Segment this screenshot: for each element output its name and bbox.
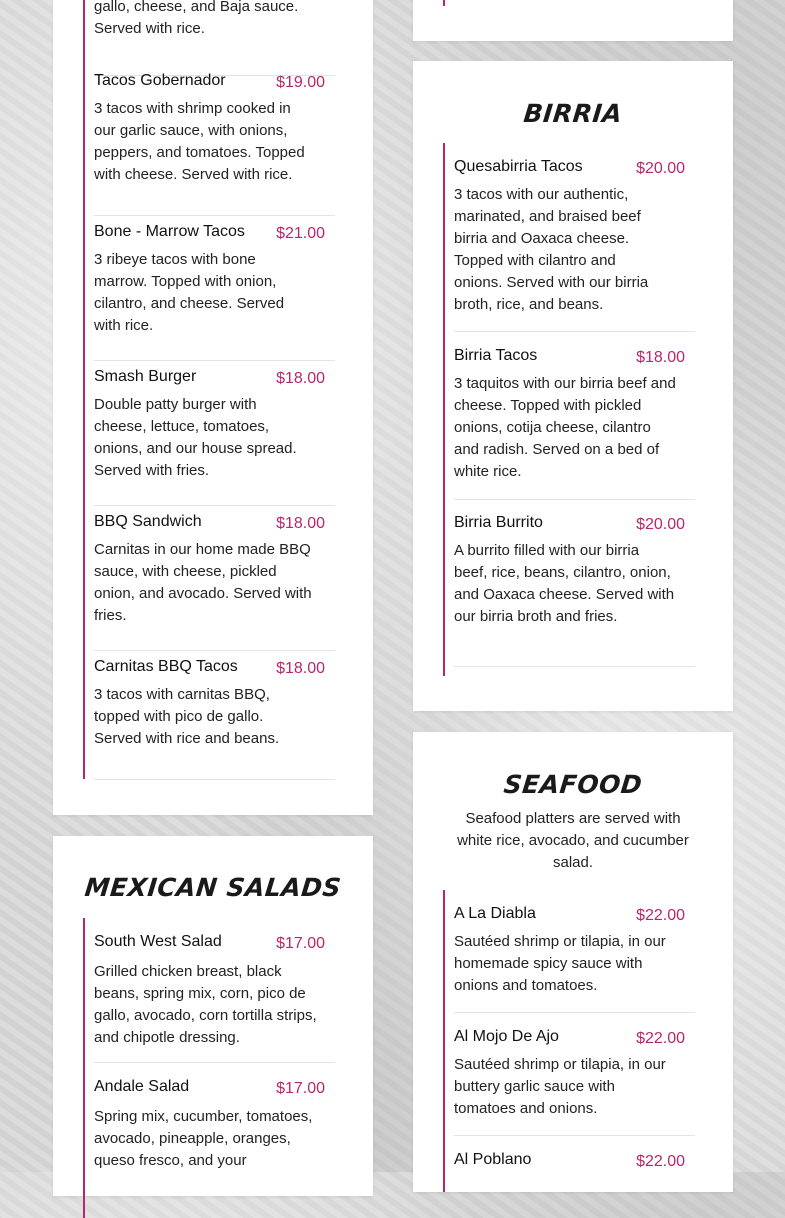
menu-item-price: $22.00 [636, 1153, 685, 1170]
menu-item-price: $22.00 [636, 907, 685, 924]
menu-item-list [83, 0, 335, 779]
menu-item-list [443, 143, 695, 676]
menu-item-name: Al Mojo De Ajo [454, 1028, 559, 1045]
menu-item-price: $17.00 [276, 935, 325, 952]
menu-item-name: Birria Burrito [454, 514, 543, 531]
menu-item-price: $18.00 [276, 660, 325, 677]
menu-item [85, 510, 335, 655]
menu-item-price: $18.00 [636, 349, 685, 366]
menu-item-name: South West Salad [94, 933, 222, 950]
section-title: MEXICAN SALADS [83, 873, 343, 902]
menu-item [85, 655, 335, 779]
menu-item-name: A La Diabla [454, 905, 536, 922]
menu-item-list [443, 0, 695, 6]
menu-item-description: gallo, cheese, and Baja sauce. Served with rice. [94, 0, 299, 37]
menu-card-seafood [413, 732, 733, 1192]
menu-card-mexican-salads [53, 836, 373, 1196]
menu-item [445, 499, 695, 666]
menu-item [85, 918, 335, 1063]
menu-item-description: 3 tacos with carnitas BBQ, topped with pico de gallo. Served with rice and beans. [94, 686, 280, 747]
menu-item-description: Grilled chicken breast, black beans, spring mix, corn, pico de gallo, avocado, corn tortilla strips, and chipotle dressing. [94, 963, 317, 1046]
menu-item-list [83, 918, 335, 1218]
section-title: BIRRIA [522, 99, 624, 128]
section-title: SEAFOOD [502, 770, 644, 799]
menu-item-price: $20.00 [636, 516, 685, 533]
menu-item-name: Al Poblano [454, 1151, 532, 1168]
menu-item-price: $18.00 [276, 370, 325, 387]
menu-item [85, 365, 335, 510]
section-note: Seafood platters are served with white rice, avocado, and cucumber salad. [457, 810, 689, 871]
menu-card-previous [413, 0, 733, 41]
menu-item-description: 3 ribeye tacos with bone marrow. Topped with onion, cilantro, and cheese. Served with rice. [94, 251, 285, 334]
menu-item [445, 1013, 695, 1136]
menu-item-name: Andale Salad [94, 1078, 190, 1095]
menu-item-description: Carnitas in our home made BBQ sauce, with cheese, pickled onion, and avocado. Served with fries. [94, 541, 312, 624]
menu-item [445, 890, 695, 1013]
menu-item [445, 143, 695, 332]
menu-item-name: Birria Tacos [454, 347, 538, 364]
menu-item-price: $21.00 [276, 225, 325, 242]
menu-item [445, 1136, 695, 1192]
menu-item [85, 72, 335, 220]
menu-item-description: Sautéed shrimp or tilapia, in our homemade spicy sauce with onions and tomatoes. [454, 933, 666, 994]
menu-item-price: $19.00 [276, 74, 325, 91]
menu-item-description: Spring mix, cucumber, tomatoes, avocado, pineapple, oranges, queso fresco, and your [94, 1108, 313, 1169]
menu-item-name: BBQ Sandwich [94, 513, 202, 530]
menu-item-name: Bone - Marrow Tacos [94, 223, 245, 240]
menu-item-description: Double patty burger with cheese, lettuce, tomatoes, onions, and our house spread. Served with fries. [94, 396, 297, 479]
menu-item-name: Carnitas BBQ Tacos [94, 658, 238, 675]
menu-item-name: Tacos Gobernador [94, 72, 226, 89]
menu-item-description: 3 taquitos with our birria beef and cheese. Topped with pickled onions, cotija cheese, cilantro and radish. Served on a bed of white rice. [454, 375, 676, 480]
menu-item-description: A burrito filled with our birria beef, rice, beans, cilantro, onion, and Oaxaca cheese. Served with our birria broth and fries. [454, 542, 675, 625]
menu-item-partial [85, 0, 335, 75]
menu-item-price: $20.00 [636, 160, 685, 177]
menu-item [445, 332, 695, 499]
menu-item-list [443, 890, 695, 1192]
menu-item-price: $22.00 [636, 1030, 685, 1047]
menu-card-specialties [53, 0, 373, 815]
menu-item-description: Sautéed shrimp or tilapia, in our buttery garlic sauce with tomatoes and onions. [454, 1056, 666, 1117]
menu-card-birria [413, 61, 733, 711]
menu-item-description: 3 tacos with our authentic, marinated, and braised beef birria and Oaxaca cheese. Topped with cilantro and onions. Served with our birria broth, rice, and beans. [454, 186, 649, 313]
menu-item-price: $17.00 [276, 1080, 325, 1097]
menu-item-price: $18.00 [276, 515, 325, 532]
menu-item [85, 220, 335, 365]
menu-item-description: 3 tacos with shrimp cooked in our garlic sauce, with onions, peppers, and tomatoes. Topped with cheese. Served with rice. [94, 100, 305, 183]
menu-item-name: Quesabirria Tacos [454, 158, 583, 175]
menu-item [85, 1063, 335, 1213]
menu-item-name: Smash Burger [94, 368, 197, 385]
